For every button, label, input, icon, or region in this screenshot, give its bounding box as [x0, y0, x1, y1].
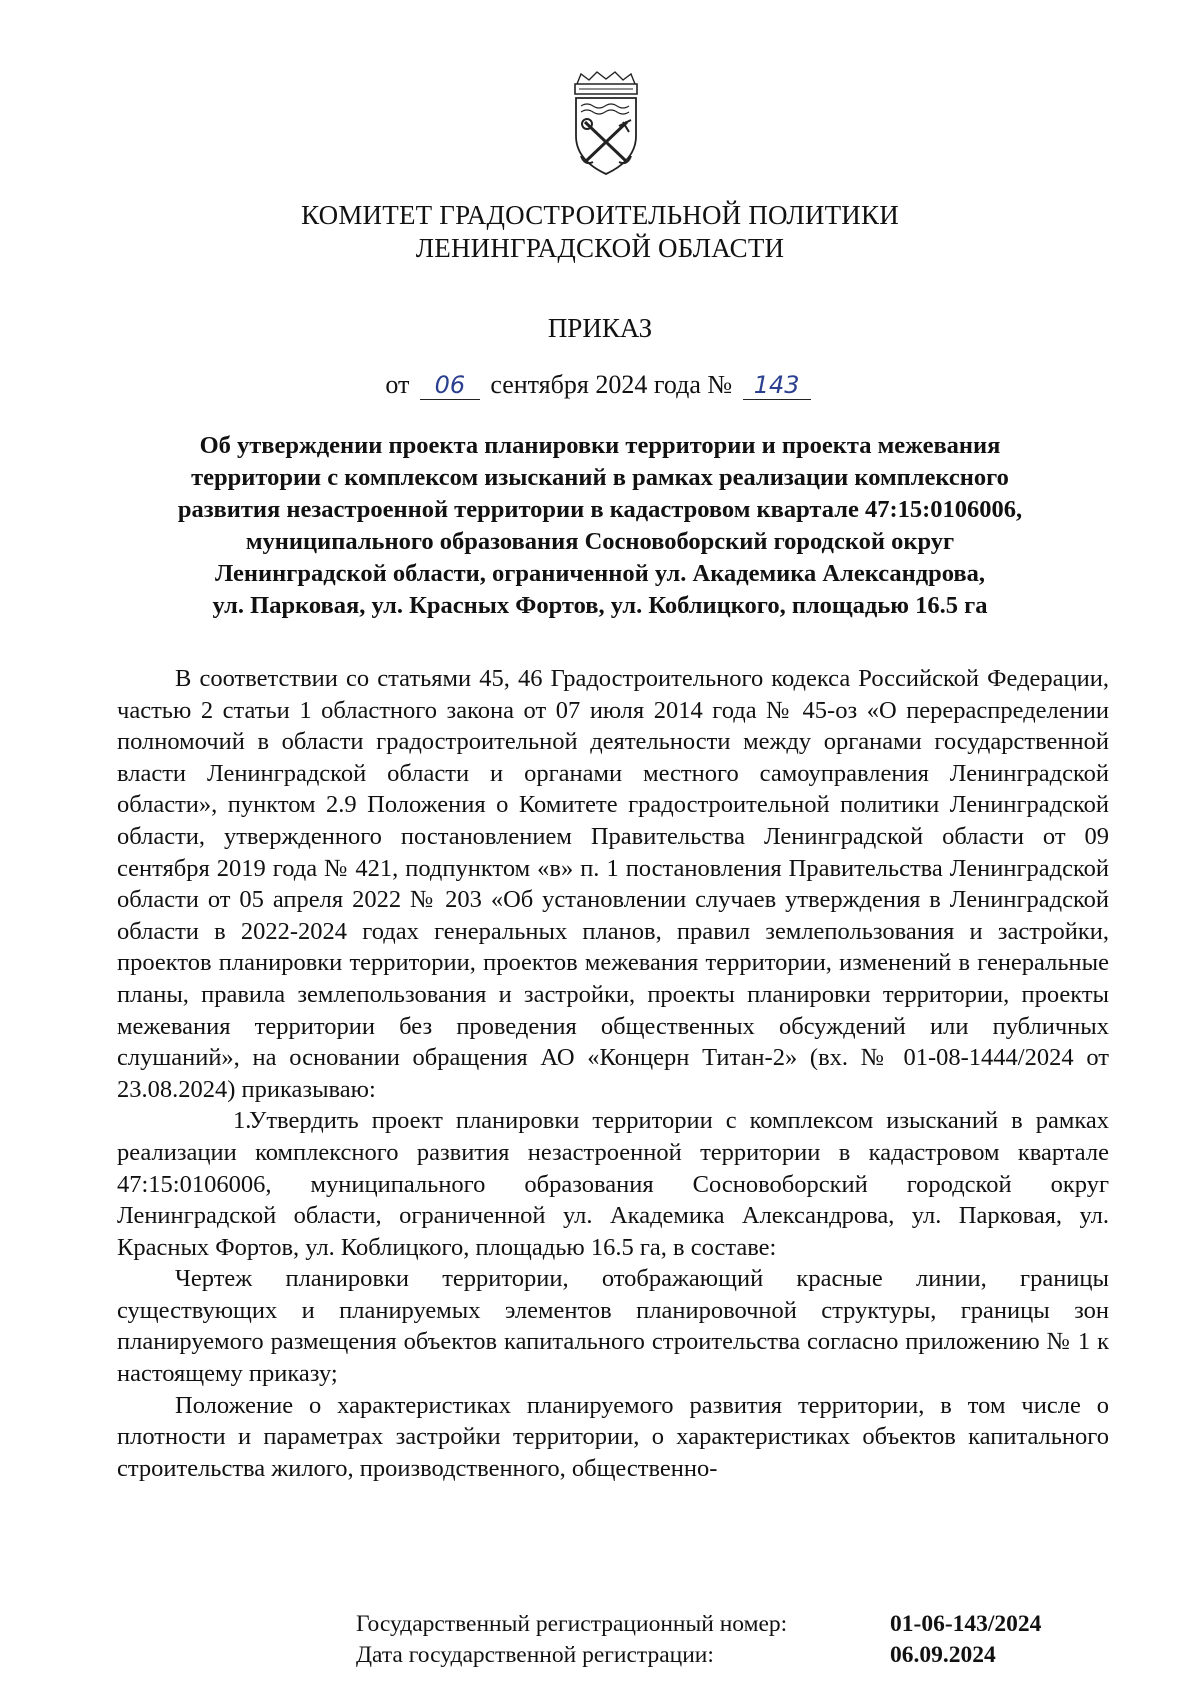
title-line: муниципального образования Сосновоборский городской округ [245, 528, 955, 555]
registration-block [356, 1609, 1116, 1671]
registration-date-value: 06.09.2024 [890, 1642, 996, 1668]
date-prefix: от [385, 370, 410, 399]
order-body [117, 663, 1109, 1484]
order-title [120, 430, 1080, 622]
registration-number-label: Государственный регистрационный номер: [356, 1611, 788, 1637]
title-line: территории с комплексом изысканий в рамках реализации комплексного [191, 464, 1009, 491]
organization-line-2: ЛЕНИНГРАДСКОЙ ОБЛАСТИ [415, 233, 785, 263]
date-month-year: сентября 2024 года № [490, 370, 733, 399]
registration-date-row [356, 1640, 1116, 1671]
organization-line-1: КОМИТЕТ ГРАДОСТРОИТЕЛЬНОЙ ПОЛИТИКИ [301, 200, 899, 230]
item-number: 1. [233, 1107, 252, 1135]
title-line: Об утверждении проекта планировки территории и проекта межевания [199, 432, 1001, 459]
order-date-line [0, 368, 1200, 402]
title-line: развития незастроенной территории в кадастровом квартале 47:15:0106006, [177, 496, 1023, 523]
subitem-paragraph: Чертеж планировки территории, отображающий красные линии, границы существующих и планируемых элементов планировочной структуры, границы зон планируемого размещения объектов капитального строительства согласно приложению № 1 к настоящему приказу; [117, 1265, 1109, 1388]
item-text: Утвердить проект планировки территории с комплексом изысканий в рамках реализации комплексного развития незастроенной территории в кадастровом квартале 47:15:0106006, муниципального образования Сосновоборский городской округ Ленинградской области, ограниченной ул. Академика Александрова, ул. Парковая, ул. Красных Фортов, ул. Коблицкого, площадью 16.5 га, в составе: [117, 1107, 1109, 1261]
organization-name [0, 199, 1200, 265]
preamble-paragraph: В соответствии со статьями 45, 46 Градостроительного кодекса Российской Федерации, частью 2 статьи 1 областного закона от 07 июля 2014 года № 45-оз «О перераспределении полномочий в области градостроительной деятельности между органами государственной власти Ленинградской области и органами местного самоуправления Ленинградской области», пунктом 2.9 Положения о Комитете градостроительной политики Ленинградской области, утвержденного постановлением Правительства Ленинградской области от 09 сентября 2019 года № 421, подпунктом «в» п. 1 постановления Правительства Ленинградской области от 05 апреля 2022 № 203 «Об установлении случаев утверждения в Ленинградской области в 2022-2024 годах генеральных планов, правил землепользования и застройки, проектов планировки территории, проектов межевания территории, изменений в генеральные планы, правила землепользования и застройки, проекты планировки территории, проекты межевания территории без проведения общественных обсуждений или публичных слушаний», на основании обращения АО «Концерн Титан-2» (вх. № 01-08-1444/2024 от 23.08.2024) приказываю: [117, 665, 1109, 1103]
title-line: Ленинградской области, ограниченной ул. Академика Александрова, [214, 560, 986, 587]
title-line: ул. Парковая, ул. Красных Фортов, ул. Коблицкого, площадью 16.5 га [212, 592, 988, 619]
handwritten-order-number: 143 [743, 371, 811, 400]
handwritten-day: 06 [420, 371, 480, 400]
order-item-1 [117, 1105, 1109, 1263]
registration-number-row [356, 1609, 1116, 1640]
subitem-paragraph: Положение о характеристиках планируемого развития территории, в том числе о плотности и параметрах застройки территории, о характеристиках объектов капитального строительства жилого, производственного, общественно- [117, 1391, 1109, 1482]
leningrad-oblast-coat-of-arms-icon [571, 70, 641, 180]
registration-number-value: 01-06-143/2024 [890, 1611, 1042, 1637]
document-type: ПРИКАЗ [547, 313, 653, 343]
registration-date-label: Дата государственной регистрации: [356, 1642, 714, 1668]
